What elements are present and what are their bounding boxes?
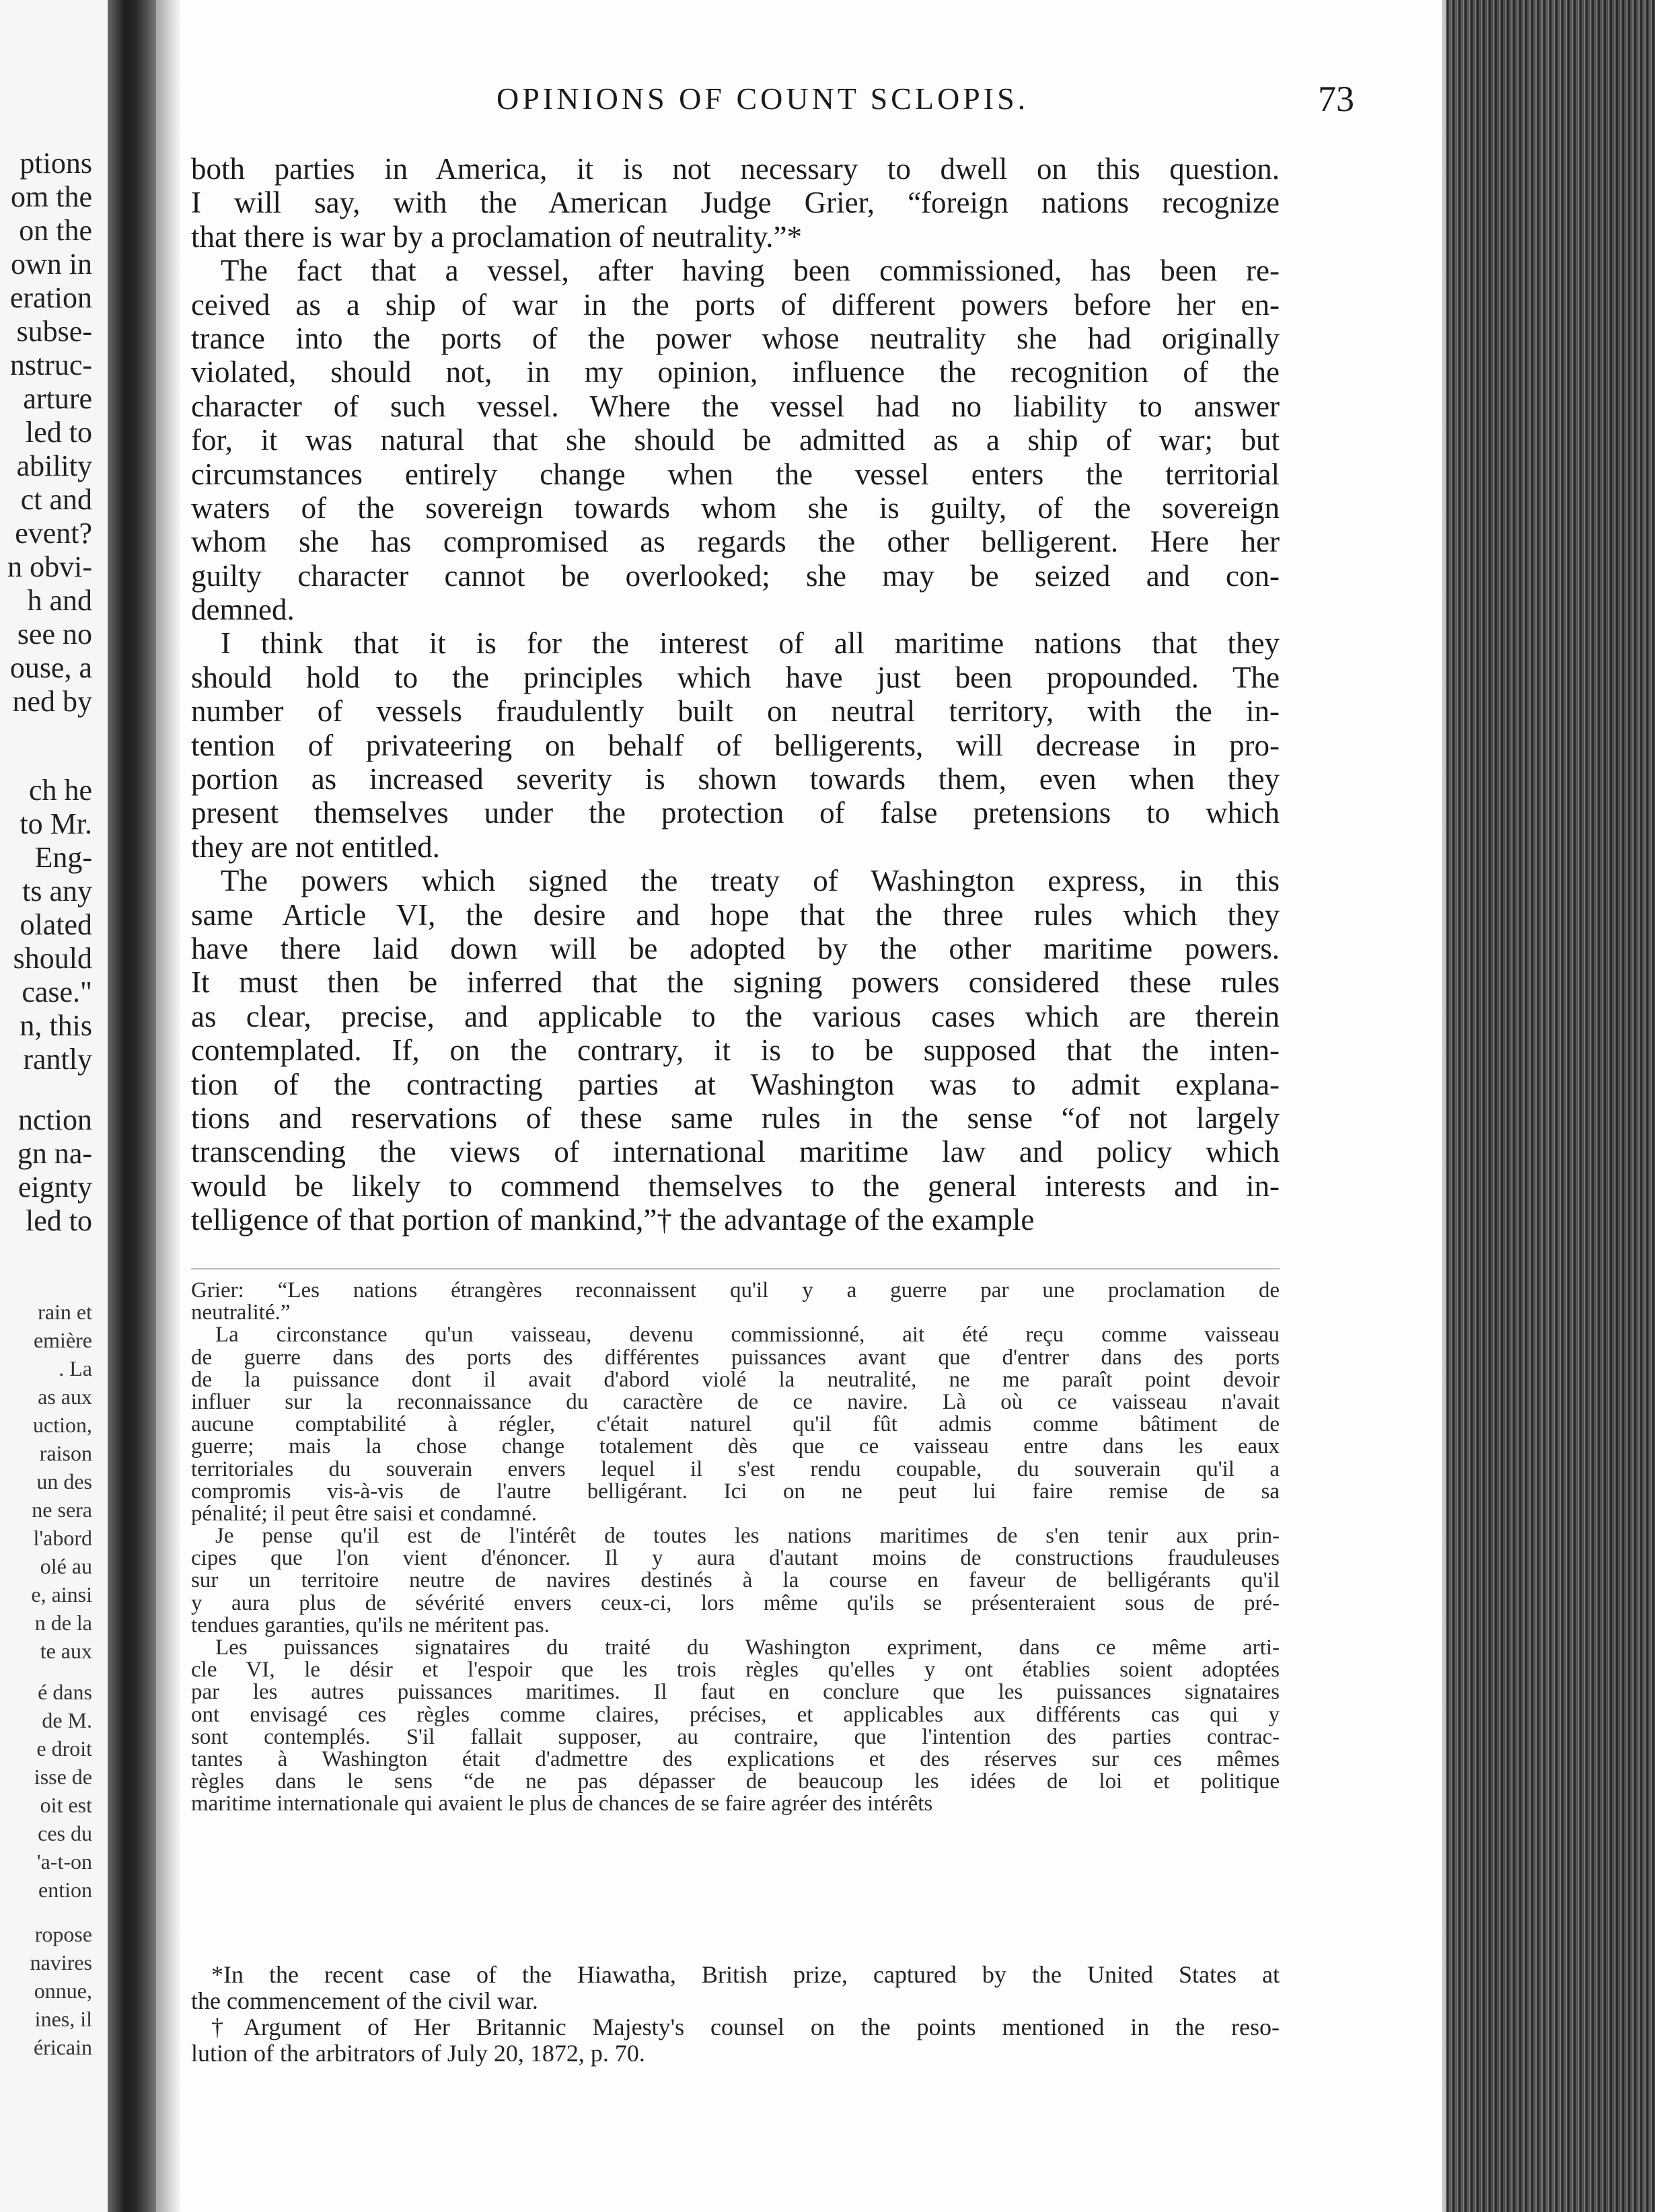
body-line: It must then be inferred that the signing powers considered these rules xyxy=(191,965,1280,1000)
footnote-line: Les puissances signataires du traité du Washington expriment, dans ce même arti- xyxy=(215,1637,1280,1660)
footnote-line: La circonstance qu'un vaisseau, devenu commissionné, ait été reçu comme vaisseau xyxy=(215,1324,1280,1347)
footnote-line: sur un territoire neutre de navires destinés à la course en faveur de belligérants qu'il xyxy=(191,1570,1280,1592)
footnote-line: †Argument of Her Britannic Majesty's counsel on the points mentioned in the reso- xyxy=(211,2014,1280,2040)
footnote-line: compromis vis-à-vis de l'autre belligérant. Ici on ne peut lui faire remise de sa xyxy=(191,1480,1280,1503)
body-text xyxy=(191,152,1280,1237)
facing-page-text: nstruc- xyxy=(9,348,92,381)
facing-page-text: éricain xyxy=(33,2035,92,2059)
footnote-line: *In the recent case of the Hiawatha, British prize, captured by the United States at xyxy=(211,1962,1280,1988)
footnote-line: ont envisagé ces règles comme claires, précises, et applicables aux différents cas qui y xyxy=(191,1703,1280,1726)
body-line: would be likely to commend themselves to the general interests and in- xyxy=(191,1169,1280,1203)
facing-page-text: oit est xyxy=(40,1793,92,1817)
facing-page-text: rantly xyxy=(23,1043,92,1076)
footnote-line: guerre; mais la chose change totalement dès que ce vaisseau entre dans les eaux xyxy=(191,1436,1280,1459)
body-line: circumstances entirely change when the vessel enters the territorial xyxy=(191,457,1280,491)
body-line: same Article VI, the desire and hope that the three rules which they xyxy=(191,897,1280,932)
body-line: whom she has compromised as regards the other belligerent. Here her xyxy=(191,525,1280,559)
facing-page-text: l'abord xyxy=(33,1526,92,1550)
facing-page-text: ne sera xyxy=(32,1498,92,1522)
footnote-line: neutralité.” xyxy=(191,1302,291,1325)
facing-page-text: gn na- xyxy=(17,1137,92,1170)
facing-page-text: ptions xyxy=(20,147,92,180)
footnote-line: cle VI, le désir et l'espoir que les trois règles qu'elles y ont établies soient adoptées xyxy=(191,1659,1280,1682)
body-line: guilty character cannot be overlooked; she may be seized and con- xyxy=(191,558,1280,593)
footnote-line: cipes que l'on vient d'énoncer. Il y aura d'autant moins de constructions frauduleuses xyxy=(191,1547,1280,1570)
body-line: have there laid down will be adopted by the other maritime powers. xyxy=(191,931,1280,965)
body-line: contemplated. If, on the contrary, it is to be supposed that the inten- xyxy=(191,1033,1280,1068)
body-line: portion as increased severity is shown towards them, even when they xyxy=(191,762,1280,797)
facing-page-text: as aux xyxy=(38,1385,92,1409)
facing-page-text: see no xyxy=(17,618,92,651)
footnote-line: maritime internationale qui avaient le plus de chances de se faire agréer des intérêts xyxy=(191,1793,933,1816)
footnote-line: Je pense qu'il est de l'intérêt de toutes les nations maritimes de s'en tenir aux prin- xyxy=(215,1525,1280,1548)
facing-page-text: case." xyxy=(22,975,92,1008)
facing-page-text: led to xyxy=(26,416,92,449)
footnote-line: aucune comptabilité à régler, c'était naturel qu'il fût admis comme bâtiment de xyxy=(191,1413,1280,1436)
facing-page-text: raison xyxy=(39,1441,92,1465)
footnote-line: Grier: “Les nations étrangères reconnaissent qu'il y a guerre par une proclamation de xyxy=(191,1280,1280,1302)
facing-page-text: subse- xyxy=(16,315,92,348)
body-line: should hold to the principles which have just been propounded. The xyxy=(191,660,1280,694)
facing-page-text: ch he xyxy=(28,774,92,807)
facing-page-text: own in xyxy=(11,248,92,281)
body-line: trance into the ports of the power whose neutrality she had originally xyxy=(191,321,1280,355)
footnote-line: territoriales du souverain envers lequel il s'est rendu coupable, du souverain qu'il a xyxy=(191,1458,1280,1481)
body-line: tions and reservations of these same rules in the sense “of not largely xyxy=(191,1101,1280,1135)
facing-page-text: h and xyxy=(27,584,92,617)
body-line: both parties in America, it is not necessary to dwell on this question. xyxy=(191,152,1280,186)
body-line: telligence of that portion of mankind,”† the advantage of the example xyxy=(191,1203,1035,1237)
body-line: I will say, with the American Judge Grier, “foreign nations recognize xyxy=(191,186,1280,220)
facing-page-text: te aux xyxy=(40,1639,92,1663)
footnotes xyxy=(191,1962,1280,2067)
body-line: tion of the contracting parties at Washington was to admit explana- xyxy=(191,1067,1280,1101)
facing-page-text: 'a-t-on xyxy=(36,1849,92,1874)
facing-page-text: ines, il xyxy=(34,2007,92,2031)
facing-page-text: navires xyxy=(30,1950,92,1975)
facing-page-text: Eng- xyxy=(34,841,92,874)
body-line: ceived as a ship of war in the ports of different powers before her en- xyxy=(191,287,1280,322)
body-line: that there is war by a proclamation of neutrality.”* xyxy=(191,219,802,254)
body-line: I think that it is for the interest of all maritime nations that they xyxy=(221,626,1280,661)
facing-page-text: de M. xyxy=(42,1708,92,1732)
body-line: violated, should not, in my opinion, influence the recognition of the xyxy=(191,355,1280,390)
facing-page-text: ouse, a xyxy=(9,651,92,684)
facing-page-text: un des xyxy=(36,1469,92,1494)
facing-page-text: uction, xyxy=(33,1413,92,1437)
facing-page-text: . La xyxy=(59,1356,92,1380)
footnote-line: de la puissance dont il avait d'abord violé la neutralité, ne me paraît point devoir xyxy=(191,1368,1280,1391)
body-line: character of such vessel. Where the vessel had no liability to answer xyxy=(191,389,1280,423)
facing-page-text: rain et xyxy=(38,1300,92,1324)
body-line: present themselves under the protection of false pretensions to which xyxy=(191,796,1280,830)
footnote-line: par les autres puissances maritimes. Il faut en conclure que les puissances signataires xyxy=(191,1681,1280,1704)
body-line: demned. xyxy=(191,593,295,627)
facing-page-text: nction xyxy=(18,1103,92,1136)
footnote-line: tendues garanties, qu'ils ne méritent pas. xyxy=(191,1614,550,1637)
facing-page-text: olated xyxy=(20,908,92,941)
body-line: they are not entitled. xyxy=(191,830,440,864)
facing-page-text: n obvi- xyxy=(7,550,92,583)
body-line: The powers which signed the treaty of Washington express, in this xyxy=(221,864,1280,898)
facing-page-text: on the xyxy=(19,214,92,247)
facing-page-text: onnue, xyxy=(34,1979,92,2003)
footnote-line: sont contemplés. S'il fallait supposer, au contraire, que l'intention des parties contrac- xyxy=(191,1726,1280,1748)
facing-page-text: eignty xyxy=(18,1171,92,1204)
body-line: as clear, precise, and applicable to the various cases which are therein xyxy=(191,999,1280,1033)
footnote-separator xyxy=(191,1268,1280,1269)
running-title: OPINIONS OF COUNT SCLOPIS. xyxy=(496,81,1029,116)
footnote-line: pénalité; il peut être saisi et condamné. xyxy=(191,1502,538,1526)
book-gutter xyxy=(108,0,156,2212)
facing-page-text: e droit xyxy=(36,1736,92,1761)
body-line: waters of the sovereign towards whom she is guilty, of the sovereign xyxy=(191,490,1280,525)
facing-page-text: n, this xyxy=(20,1009,92,1042)
book-page xyxy=(180,0,1442,2212)
body-line: The fact that a vessel, after having been commissioned, has been re- xyxy=(221,254,1280,288)
facing-page-text: isse de xyxy=(34,1765,92,1789)
facing-page-fragment xyxy=(0,0,111,2212)
gutter-shadow xyxy=(156,0,183,2212)
facing-page-text: event? xyxy=(15,517,92,550)
body-line: for, it was natural that she should be admitted as a ship of war; but xyxy=(191,423,1280,457)
facing-page-text: should xyxy=(13,942,92,975)
facing-page-text: ropose xyxy=(34,1922,92,1946)
facing-page-text: ability xyxy=(16,449,92,482)
facing-page-text: eration xyxy=(9,281,92,314)
footnote-line: de guerre dans des ports des différentes puissances avant que d'entrer dans des ports xyxy=(191,1346,1280,1369)
facing-page-text: om the xyxy=(11,180,92,213)
footnote-line: influer sur la reconnaissance du caractère de ce navire. Là où ce vaisseau n'avait xyxy=(191,1391,1280,1414)
facing-page-text: ention xyxy=(38,1878,92,1902)
footnote-line: y aura plus de sévérité envers ceux-ci, lors même qu'ils se présenteraient sous de pré- xyxy=(191,1592,1280,1615)
facing-page-text: to Mr. xyxy=(20,807,92,840)
book-page-edges xyxy=(1446,0,1655,2212)
facing-page-text: ct and xyxy=(20,483,92,516)
facing-page-text: ned by xyxy=(12,685,92,718)
facing-page-text: é dans xyxy=(38,1680,92,1704)
facing-page-text: arture xyxy=(23,382,92,415)
facing-page-text: led to xyxy=(26,1204,92,1237)
facing-page-text: e, ainsi xyxy=(31,1582,92,1607)
french-footnote-text xyxy=(191,1280,1280,1816)
facing-page-text: olé au xyxy=(40,1554,92,1578)
facing-page-text: n de la xyxy=(34,1611,92,1635)
footnote-line: lution of the arbitrators of July 20, 1872, p. 70. xyxy=(191,2040,645,2067)
footnote-line: the commencement of the civil war. xyxy=(191,1988,538,2014)
facing-page-text: ces du xyxy=(38,1821,92,1845)
footnote-line: règles dans le sens “de ne pas dépasser de beaucoup les idées de loi et politique xyxy=(191,1771,1280,1794)
body-line: transcending the views of international maritime law and policy which xyxy=(191,1135,1280,1169)
facing-page-text: emière xyxy=(33,1328,92,1352)
body-line: number of vessels fraudulently built on neutral territory, with the in- xyxy=(191,694,1280,729)
facing-page-text: ts any xyxy=(22,875,92,908)
page-number: 73 xyxy=(1318,79,1354,119)
footnote-line: tantes à Washington était d'admettre des explications et des réserves sur ces mêmes xyxy=(191,1748,1280,1771)
body-line: tention of privateering on behalf of belligerents, will decrease in pro- xyxy=(191,728,1280,762)
